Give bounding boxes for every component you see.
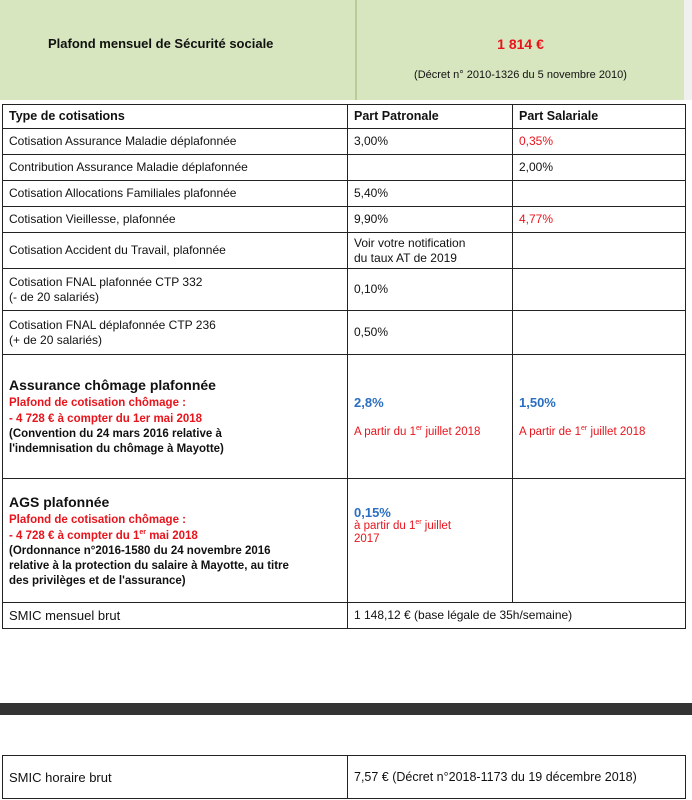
row-patronale: 9,90% [348,207,513,233]
smic-mensuel-row [3,603,686,629]
row-type-line1: Cotisation FNAL déplafonnée CTP 236 [9,317,216,332]
row-patronale-line2: du taux AT de 2019 [354,250,457,265]
row-type [3,269,348,311]
header-title: Plafond mensuel de Sécurité sociale [48,36,274,51]
ags-note-line2: relative à la protection du salaire à Mayotte, au titre [9,559,289,572]
ags-note-line3: des privilèges et de l'assurance) [9,574,186,587]
header-salariale: Part Salariale [513,105,686,129]
ags-patronale-rate: 0,15% [354,505,391,520]
table-row [3,269,686,311]
ags-note-line1: (Ordonnance n°2016-1580 du 24 novembre 2016 [9,544,271,557]
chomage-note-line1: (Convention du 24 mars 2016 relative à [9,428,222,440]
chomage-patronale-cell [348,355,513,479]
chomage-patronale-from: A partir du 1er juillet 2018 [354,424,481,438]
chomage-salariale-cell [513,355,686,479]
row-salariale: 2,00% [513,155,686,181]
table-row [3,181,686,207]
table-row [3,311,686,355]
row-type: Cotisation Allocations Familiales plafonnée [3,181,348,207]
ags-title: AGS plafonnée [9,493,110,510]
table-row [3,155,686,181]
chomage-note-line2: l'indemnisation du chômage à Mayotte) [9,443,224,455]
row-type: Cotisation Vieillesse, plafonnée [3,207,348,233]
row-salariale [513,233,686,269]
row-type-line2: (+ de 20 salariés) [9,332,103,347]
smic-horaire-label: SMIC horaire brut [3,756,348,799]
ags-plafond-label: Plafond de cotisation chômage : [9,513,186,526]
row-patronale: 3,00% [348,129,513,155]
row-patronale [348,233,513,269]
table-row [3,233,686,269]
header-edge [684,0,692,100]
header-left-cell [0,0,357,100]
row-patronale-line1: Voir votre notification [354,235,466,250]
row-type-line2: (- de 20 salariés) [9,289,100,304]
ags-patronale-year: 2017 [354,533,380,545]
chomage-plafond-value: - 4 728 € à compter du 1er mai 2018 [9,413,203,425]
ags-salariale-cell [513,479,686,603]
chomage-title: Assurance chômage plafonnée [9,377,216,393]
ags-row [3,479,686,603]
row-patronale: 5,40% [348,181,513,207]
table-row [3,129,686,155]
header-right-cell [357,0,692,100]
section-divider [0,703,692,715]
smic-horaire-value: 7,57 € (Décret n°2018-1173 du 19 décembre 2018) [348,756,686,799]
row-type: Cotisation Assurance Maladie déplafonnée [3,129,348,155]
smic-mensuel-value: 1 148,12 € (base légale de 35h/semaine) [348,603,686,629]
row-type: Cotisation Accident du Travail, plafonnée [3,233,348,269]
chomage-salariale-from: A partir de 1er juillet 2018 [519,424,646,438]
row-patronale: 0,50% [348,311,513,355]
chomage-type-cell [3,355,348,479]
ags-plafond-value: - 4 728 € à compter du 1er mai 2018 [9,528,198,542]
row-patronale [348,155,513,181]
row-patronale: 0,10% [348,269,513,311]
row-salariale [513,311,686,355]
chomage-patronale-rate: 2,8% [354,394,384,410]
chomage-salariale-rate: 1,50% [519,394,556,410]
chomage-plafond-label: Plafond de cotisation chômage : [9,397,186,409]
row-type-line1: Cotisation FNAL plafonnée CTP 332 [9,274,203,289]
table-header-row [3,105,686,129]
row-salariale [513,181,686,207]
smic-horaire-table [2,755,686,799]
smic-mensuel-label: SMIC mensuel brut [3,603,348,629]
row-type [3,311,348,355]
ags-patronale-from: à partir du 1er juillet [354,519,452,532]
smic-horaire-row [3,756,686,799]
header-amount: 1 814 € [497,36,544,52]
header-type: Type de cotisations [3,105,348,129]
ags-patronale-cell [348,479,513,603]
ags-type-cell [3,479,348,603]
chomage-row [3,355,686,479]
header-patronale: Part Patronale [348,105,513,129]
header-decree: (Décret n° 2010-1326 du 5 novembre 2010) [414,69,627,81]
row-salariale: 0,35% [513,129,686,155]
header-banner [0,0,692,100]
row-salariale: 4,77% [513,207,686,233]
row-salariale [513,269,686,311]
row-type: Contribution Assurance Maladie déplafonnée [3,155,348,181]
cotisations-table [2,104,686,629]
table-row [3,207,686,233]
